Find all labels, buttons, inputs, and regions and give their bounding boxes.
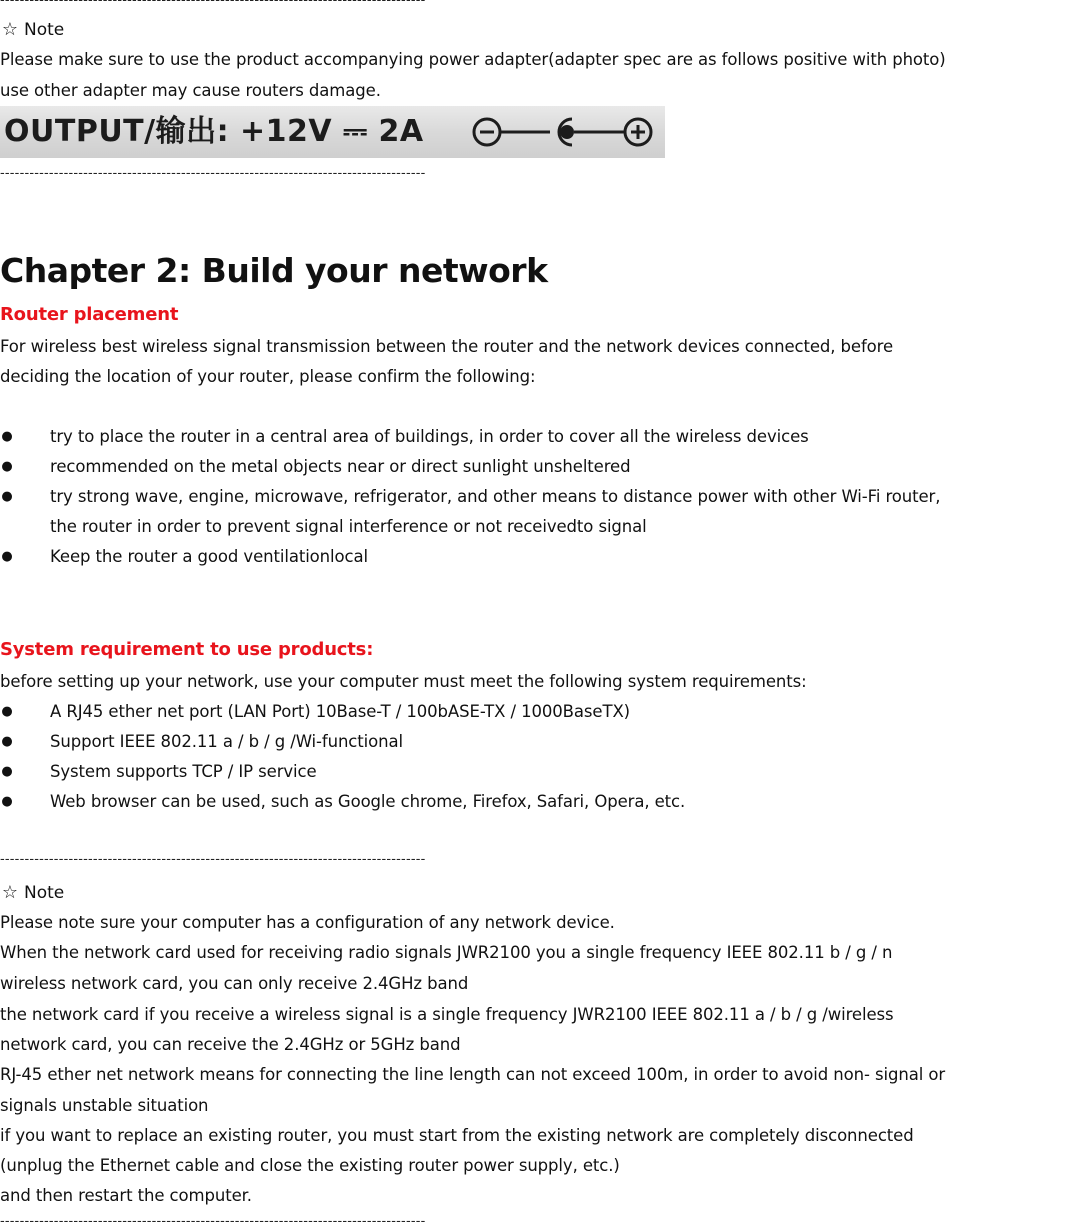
note-title bbox=[0, 18, 64, 42]
list-item-continuation: the router in order to prevent signal interference or not receivedto signal bbox=[50, 517, 647, 536]
note-text: Please make sure to use the product accompanying power adapter(adapter spec are as follows positive with photo) bbox=[0, 50, 946, 69]
chapter-title: Chapter 2: Build your network bbox=[0, 251, 548, 290]
note-title bbox=[0, 881, 64, 905]
note-text: RJ-45 ether net network means for connecting the line length can not exceed 100m, in order to avoid non- signal or bbox=[0, 1065, 946, 1084]
list-item-text: System supports TCP / IP service bbox=[50, 762, 317, 781]
list-item-text: Keep the router a good ventilationlocal bbox=[50, 547, 368, 566]
list-item-text: A RJ45 ether net port (LAN Port) 10Base-T / 100bASE-TX / 1000BaseTX) bbox=[50, 702, 630, 721]
note-text: the network card if you receive a wireless signal is a single frequency JWR2100 IEEE 802.11 a / b / g /wireless bbox=[0, 1005, 894, 1024]
note-text: When the network card used for receiving radio signals JWR2100 you a single frequency IEEE 802.11 b / g / n bbox=[0, 943, 893, 962]
section-heading: Router placement bbox=[0, 304, 179, 325]
bullet-dot: ● bbox=[1, 764, 13, 779]
bullet-dot: ● bbox=[1, 549, 13, 564]
note-text: wireless network card, you can only receive 2.4GHz band bbox=[0, 974, 469, 993]
note-text: and then restart the computer. bbox=[0, 1186, 252, 1205]
list-item-text: recommended on the metal objects near or direct sunlight unsheltered bbox=[50, 457, 631, 476]
dashed-separator: --------------------------------------------------------------------------------------- bbox=[0, 1214, 426, 1229]
star-outline-icon: ☆ bbox=[1, 882, 19, 903]
paragraph-text: For wireless best wireless signal transmission between the router and the network devices connected, before bbox=[0, 337, 894, 356]
section-heading: System requirement to use products: bbox=[0, 639, 374, 660]
star-outline-icon: ☆ bbox=[1, 19, 19, 40]
bullet-dot: ● bbox=[1, 489, 13, 504]
dashed-separator: --------------------------------------------------------------------------------------- bbox=[0, 852, 426, 867]
note-label: Note bbox=[24, 883, 65, 903]
list-item-text: Support IEEE 802.11 a / b / g /Wi-functional bbox=[50, 732, 403, 751]
list-item-text: try strong wave, engine, microwave, refrigerator, and other means to distance power with other Wi-Fi router, bbox=[50, 487, 941, 506]
bullet-dot: ● bbox=[1, 429, 13, 444]
note-text: Please note sure your computer has a configuration of any network device. bbox=[0, 913, 615, 932]
dashed-separator: --------------------------------------------------------------------------------------- bbox=[0, 166, 426, 181]
paragraph-text: deciding the location of your router, please confirm the following: bbox=[0, 367, 536, 386]
adapter-spec-image bbox=[0, 106, 665, 158]
list-item-text: Web browser can be used, such as Google chrome, Firefox, Safari, Opera, etc. bbox=[50, 792, 686, 811]
bullet-dot: ● bbox=[1, 794, 13, 809]
paragraph-text: before setting up your network, use your computer must meet the following system requirements: bbox=[0, 672, 807, 691]
list-item-text: try to place the router in a central area of buildings, in order to cover all the wireless devices bbox=[50, 427, 809, 446]
polarity-icon bbox=[472, 112, 662, 152]
note-label: Note bbox=[24, 20, 65, 40]
note-text: (unplug the Ethernet cable and close the existing router power supply, etc.) bbox=[0, 1156, 620, 1175]
note-text: if you want to replace an existing router, you must start from the existing network are completely disconnected bbox=[0, 1126, 914, 1145]
note-text: signals unstable situation bbox=[0, 1096, 209, 1115]
adapter-spec-label: OUTPUT/输出: +12V ⎓ 2A bbox=[4, 114, 424, 149]
dashed-separator: --------------------------------------------------------------------------------------- bbox=[0, 0, 426, 8]
bullet-dot: ● bbox=[1, 734, 13, 749]
note-text: network card, you can receive the 2.4GHz or 5GHz band bbox=[0, 1035, 461, 1054]
bullet-dot: ● bbox=[1, 704, 13, 719]
note-text: use other adapter may cause routers damage. bbox=[0, 81, 381, 100]
bullet-dot: ● bbox=[1, 459, 13, 474]
